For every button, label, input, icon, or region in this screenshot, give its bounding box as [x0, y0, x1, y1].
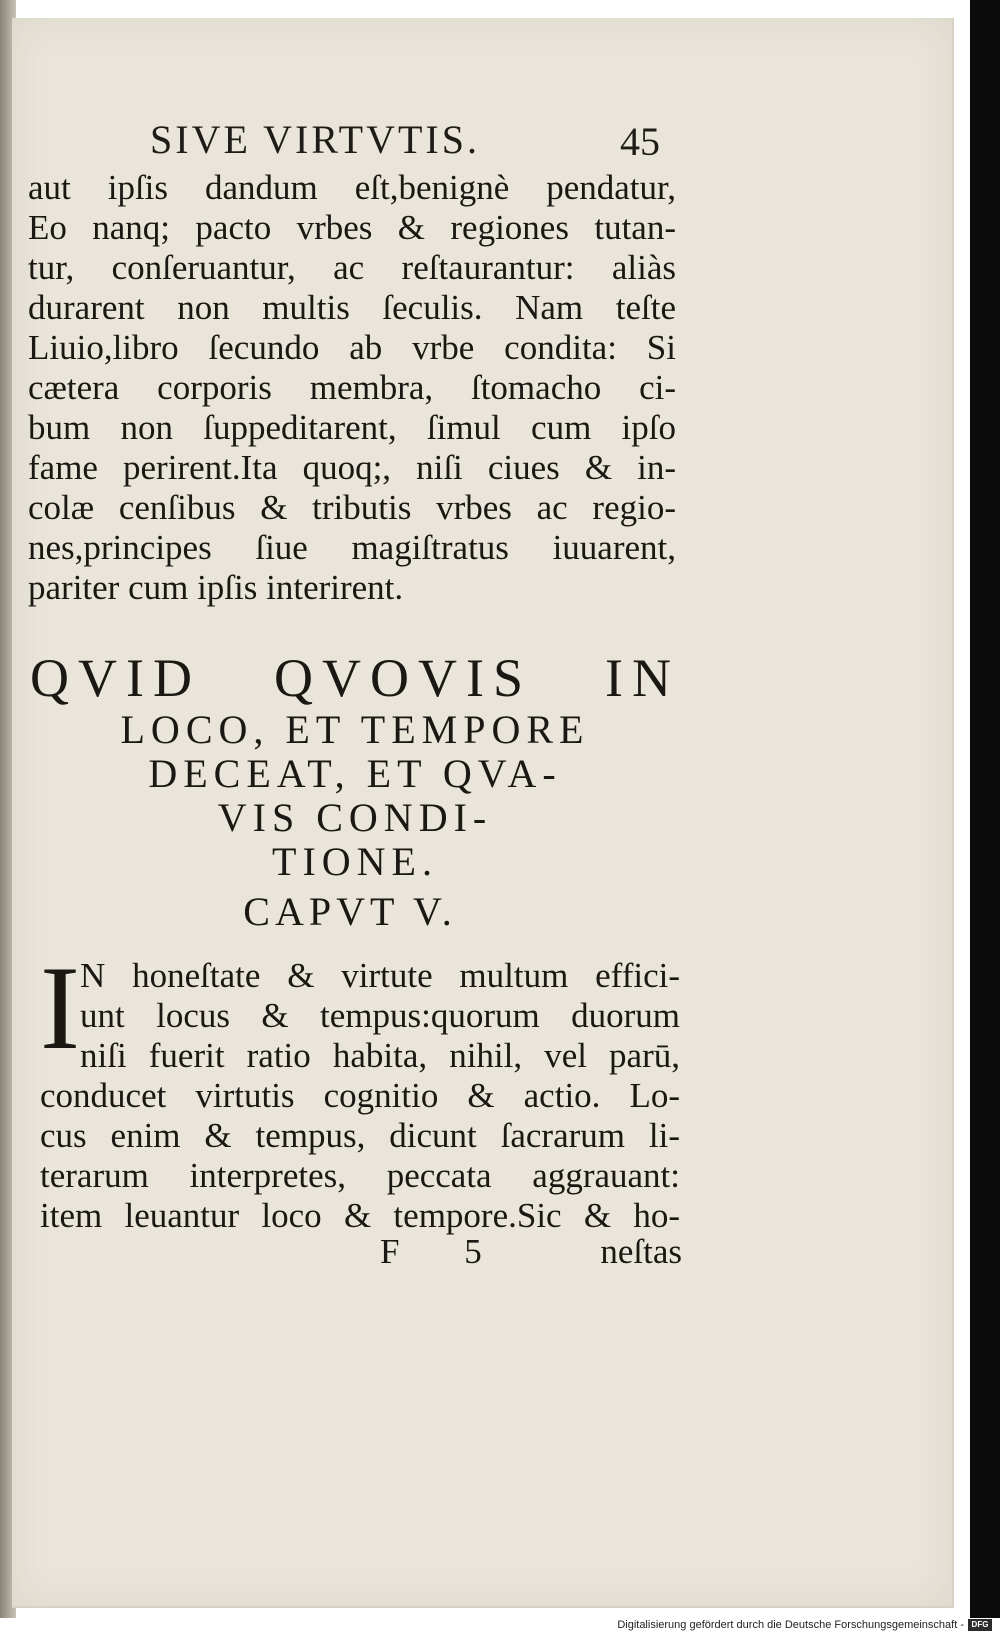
- chapter-number: CAPVT V.: [243, 889, 457, 934]
- text-line: terarum interpretes, peccata aggrauant:: [40, 1156, 680, 1195]
- text-line: niſi fuerit ratio habita, nihil, vel parū,: [80, 1036, 680, 1075]
- text-line: N honeſtate & virtute multum effici-: [80, 956, 680, 995]
- text-line: unt locus & tempus:quorum duorum: [80, 996, 680, 1035]
- drop-cap: I: [40, 941, 80, 1074]
- running-head: [150, 116, 660, 166]
- text-line: pariter cum ipſis interirent.: [28, 568, 404, 607]
- dfg-logo: DFG: [968, 1619, 992, 1631]
- paragraph-2: [40, 941, 680, 1236]
- text-line: tur, conſeruantur, ac reſtaurantur: aliàs: [28, 248, 676, 287]
- text-line: durarent non multis ſeculis. Nam teſte: [28, 288, 676, 327]
- heading-line: QVID QVOVIS IN: [30, 648, 680, 708]
- text-line: fame perirent.Ita quoq;, niſi ciues & in-: [28, 448, 676, 487]
- text-line: cætera corporis membra, ſtomacho ci-: [28, 368, 676, 407]
- text-line: Eo nanq; pacto vrbes & regiones tutan-: [28, 208, 676, 247]
- text-line: item leuantur loco & tempore.Sic & ho-: [40, 1196, 680, 1235]
- running-title: SIVE VIRTVTIS.: [150, 117, 480, 162]
- text-line: Liuio,libro ſecundo ab vrbe condita: Si: [28, 328, 676, 367]
- page-number: 45: [620, 119, 660, 164]
- heading-line: LOCO, ET TEMPORE: [120, 707, 590, 752]
- footer-credit: Digitalisierung gefördert durch die Deutsche Forschungsgemeinschaft -: [617, 1619, 964, 1631]
- heading-line: TIONE.: [272, 839, 438, 884]
- heading-line: DECEAT, ET QVA-: [148, 751, 562, 796]
- text-line: cus enim & tempus, dicunt ſacrarum li-: [40, 1116, 680, 1155]
- text-line: nes,principes ſiue magiſtratus iuuarent,: [28, 528, 676, 567]
- text-line: aut ipſis dandum eſt,benignè pendatur,: [28, 168, 676, 207]
- catchword: neſtas: [600, 1232, 682, 1271]
- scan-edge: [970, 0, 1000, 1620]
- text-line: bum non ſuppeditarent, ſimul cum ipſo: [28, 408, 676, 447]
- signature-mark: F 5: [380, 1232, 510, 1271]
- heading-line: VIS CONDI-: [217, 795, 493, 840]
- paragraph-1: [28, 168, 676, 608]
- catchword-line: [380, 1232, 682, 1272]
- text-line: colæ cenſibus & tributis vrbes ac regio-: [28, 488, 676, 527]
- text-line: conducet virtutis cognitio & actio. Lo-: [40, 1076, 680, 1115]
- chapter-heading: [30, 648, 680, 884]
